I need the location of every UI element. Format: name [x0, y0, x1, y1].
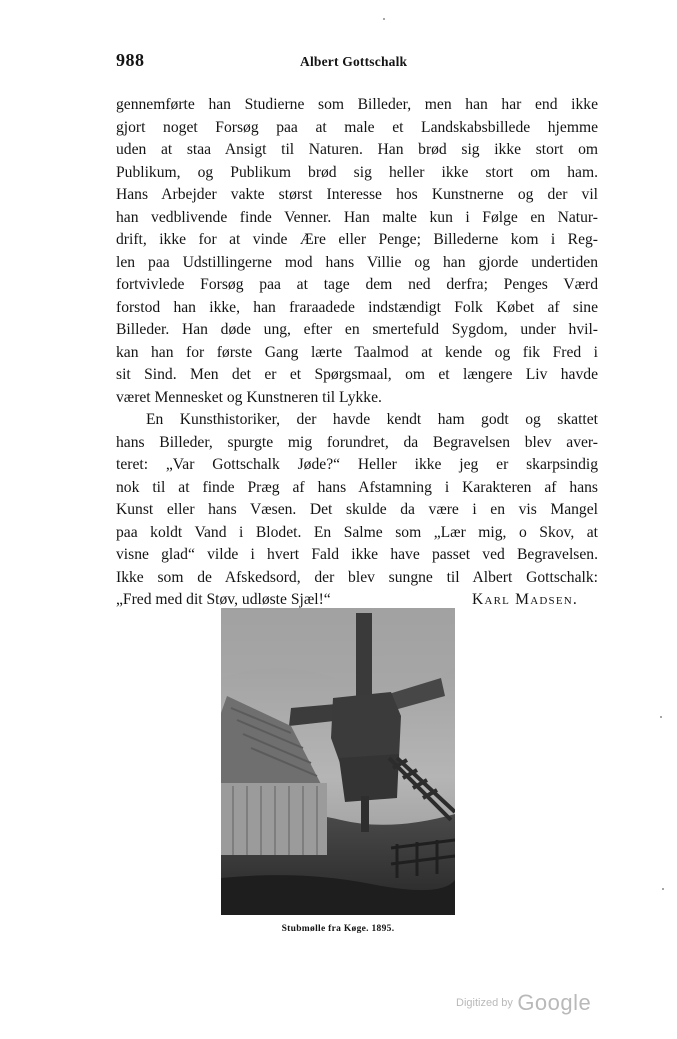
author-signature: Karl Madsen. [472, 591, 578, 608]
scan-speck [383, 18, 385, 20]
text-line: fortvivlede Forsøg paa at tage dem ned derfra; Penges Værd [116, 276, 598, 293]
figure-caption: Stubmølle fra Køge. 1895. [281, 924, 395, 934]
windmill-illustration [221, 608, 455, 915]
windmill-post [361, 796, 369, 832]
text-line: teret: „Var Gottschalk Jøde?“ Heller ikke jeg er skarpsindig [116, 456, 598, 473]
text-line: gennemførte han Studierne som Billeder, men han har end ikke [116, 96, 598, 113]
text-line: Billeder. Han døde ung, efter en smertefuld Sygdom, under hvil- [116, 321, 598, 338]
text-line: len paa Udstillingerne mod hans Villie og han gjorde undertiden [116, 253, 598, 271]
text-line: drift, ikke for at vinde Ære eller Penge; Billederne kom i Reg- [116, 231, 598, 248]
text-line: Publikum, og Publikum brød sig heller ikke stort om ham. [116, 163, 598, 181]
text-line: gjort noget Forsøg paa at male et Landskabsbillede hjemme [116, 118, 598, 136]
paragraph-start-line: En Kunsthistoriker, der havde kendt ham godt og skattet [146, 411, 598, 428]
scan-speck [662, 888, 664, 890]
windmill-painting [221, 608, 455, 915]
text-line: forstod han ikke, han fraraadede indstændigt Folk Købet af sine [116, 298, 598, 316]
paragraph-end-line: været Mennesket og Kunstneren til Lykke. [116, 388, 382, 406]
text-line: kan han for første Gang lærte Taalmod at kende og fik Fred i [116, 343, 598, 361]
digitized-watermark [456, 990, 591, 1016]
scan-speck [660, 716, 662, 718]
text-line: sit Sind. Men det er et Spørgsmaal, om et længere Liv havde [116, 366, 598, 383]
text-line: han vedblivende finde Venner. Han malte kun i Følge en Natur- [116, 208, 598, 226]
text-line: nok til at finde Præg af hans Afstamning i Karakteren af hans [116, 478, 598, 496]
text-line: hans Billeder, spurgte mig forundret, da Begravelsen blev aver- [116, 433, 598, 451]
text-line: visne glad“ vilde i hvert Fald ikke have passet ved Begravelsen. [116, 546, 598, 563]
text-line: uden at staa Ansigt til Naturen. Han brød sig ikke stort om [116, 141, 598, 158]
page-number: 988 [116, 50, 145, 70]
running-title: Albert Gottschalk [300, 54, 408, 69]
text-line: paa koldt Vand i Blodet. En Salme som „Lær mig, o Skov, at [116, 523, 598, 541]
text-line: Hans Arbejder vakte størst Interesse hos Kunstnerne og der vil [116, 186, 598, 203]
text-line: Kunst eller hans Væsen. Det skulde da være i en vis Mangel [116, 501, 598, 518]
text-line: Ikke som de Afskedsord, der blev sungne til Albert Gottschalk: [116, 568, 598, 586]
watermark-prefix: Digitized by [456, 997, 513, 1009]
closing-quote: „Fred med dit Støv, udløste Sjæl!“ [116, 591, 331, 608]
body-text [116, 94, 598, 612]
watermark-brand: Google [517, 990, 592, 1015]
